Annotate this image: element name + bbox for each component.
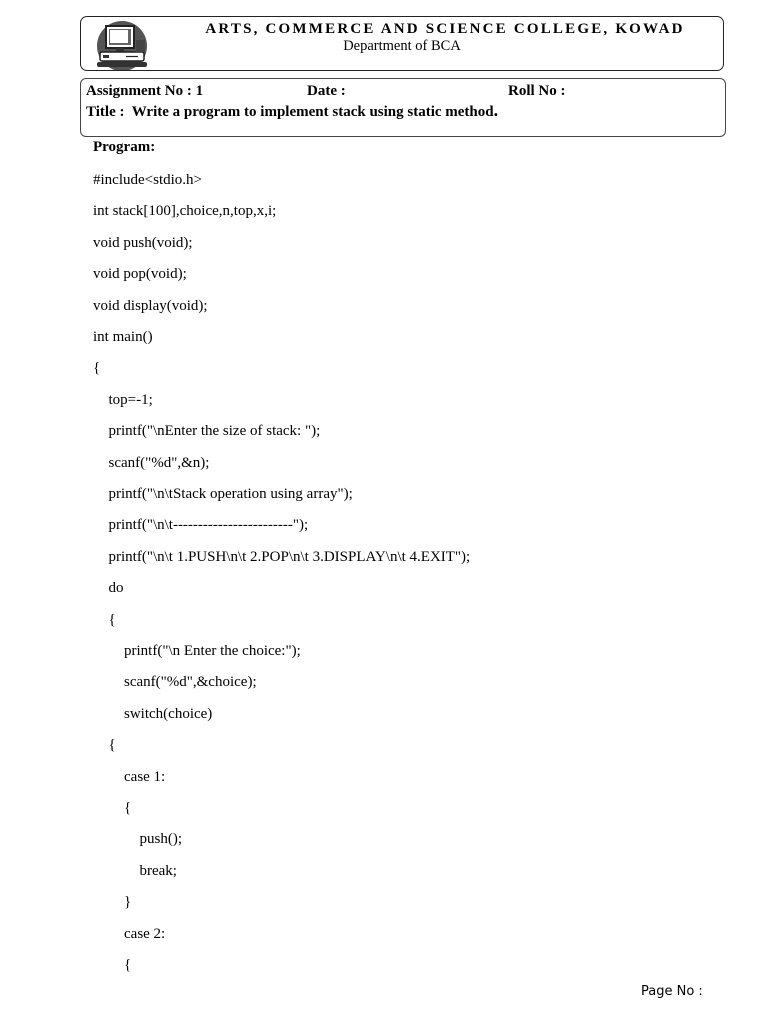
code-line: case 2: xyxy=(124,925,166,942)
code-line: printf("\n\t------------------------"); xyxy=(108,517,309,534)
title-text: Write a program to implement stack using static method xyxy=(131,104,494,120)
code-line: int main() xyxy=(93,329,153,345)
college-name: ARTS, COMMERCE AND SCIENCE COLLEGE, KOWAD xyxy=(205,21,685,37)
code-line: break; xyxy=(139,862,177,879)
assignment-title xyxy=(86,100,720,121)
code-line: { xyxy=(93,360,101,377)
assignment-meta-row xyxy=(86,83,720,101)
code-line: printf("\n Enter the choice:"); xyxy=(124,643,301,659)
code-line: printf("\n\tStack operation using array"); xyxy=(108,486,353,502)
page-number-label: Page No : xyxy=(641,984,703,999)
code-line: push(); xyxy=(139,831,182,848)
code-line: case 1: xyxy=(124,768,166,785)
code-line: { xyxy=(108,611,116,628)
code-line: switch(choice) xyxy=(124,705,213,722)
department-name: Department of BCA xyxy=(343,38,461,54)
code-line: void display(void); xyxy=(93,297,208,314)
college-header xyxy=(80,16,724,71)
code-line: void pop(void); xyxy=(93,266,187,283)
assignment-number: Assignment No : 1 xyxy=(86,83,204,99)
code-line: int stack[100],choice,n,top,x,i; xyxy=(93,203,277,220)
code-line: #include<stdio.h> xyxy=(93,172,202,188)
code-line: } xyxy=(124,894,132,911)
program-heading: Program: xyxy=(93,139,156,155)
code-line: { xyxy=(108,737,116,754)
code-line: top=-1; xyxy=(108,391,153,408)
title-period: . xyxy=(493,100,499,120)
code-line: void push(void); xyxy=(93,234,193,251)
code-line: printf("\nEnter the size of stack: "); xyxy=(108,423,321,440)
assignment-date: Date : xyxy=(307,83,346,99)
code-line: scanf("%d",&choice); xyxy=(124,674,257,691)
code-line: scanf("%d",&n); xyxy=(108,454,210,471)
assignment-info-box xyxy=(80,78,726,137)
title-label: Title : xyxy=(86,104,125,120)
code-line: { xyxy=(124,957,132,973)
code-line: do xyxy=(108,580,124,597)
code-line: printf("\n\t 1.PUSH\n\t 2.POP\n\t 3.DISPLAY\n\t 4.EXIT"); xyxy=(108,548,471,565)
roll-number: Roll No : xyxy=(508,83,566,99)
code-line: { xyxy=(124,800,132,816)
